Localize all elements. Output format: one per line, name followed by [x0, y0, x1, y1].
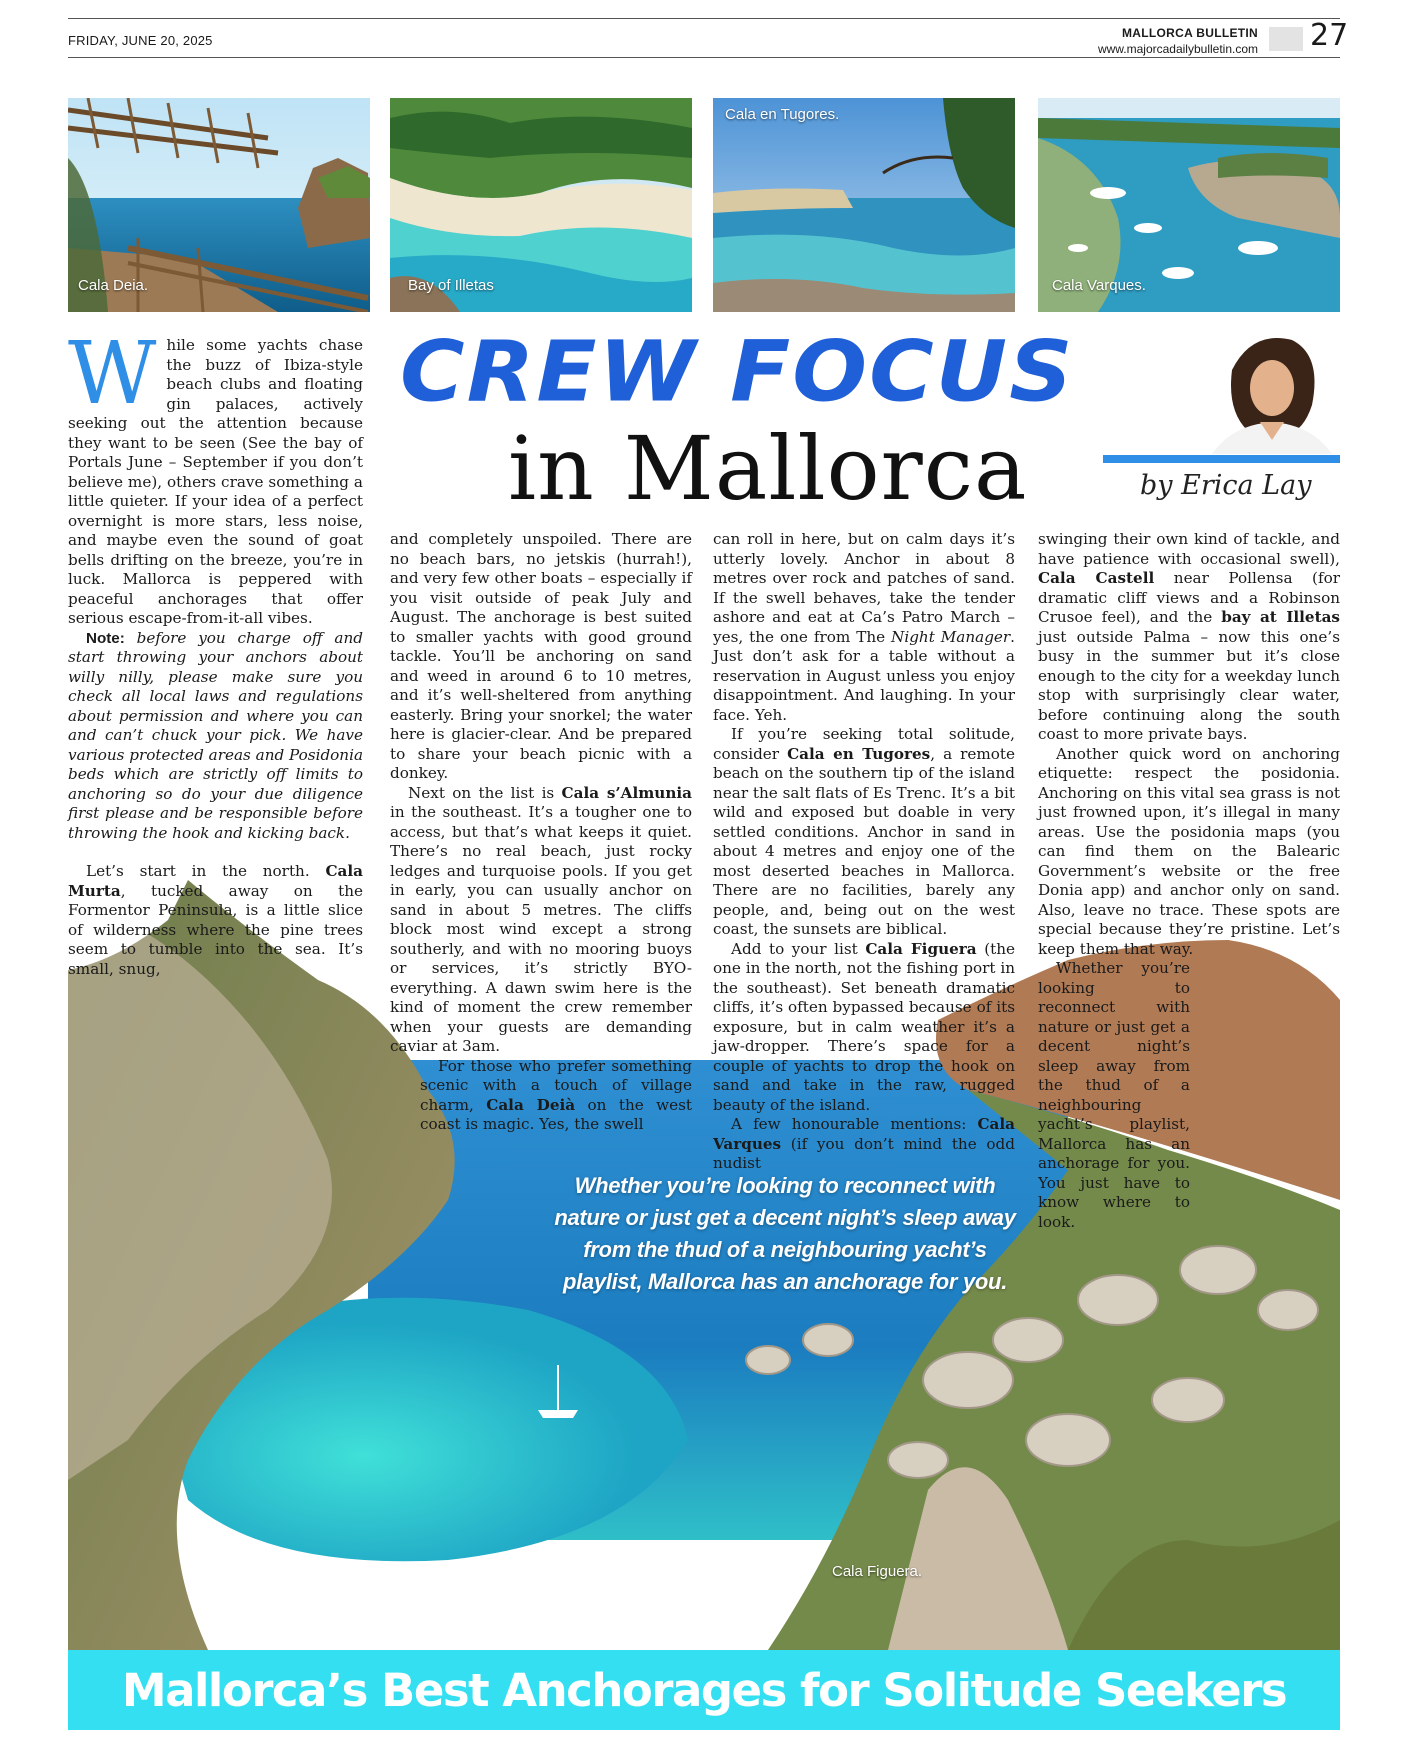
title-night-manager: Night Manager: [891, 627, 1011, 646]
text-span: , a remote beach on the southern tip of the island near the salt flats of Es Trenc. It’s a bit wild and exposed but doable in very settled conditions. Anchor in sand in about 4 metres and enjoy one of the most deserted beaches in Mallorca. There are no facilities, barely any people, and, being out on the west coast, the sunsets are biblical.: [713, 744, 1016, 938]
paragraph-cala-murta-cont: and completely unspoiled. There are no beach bars, no jetskis (hurrah!), and very few other boats – especially if you visit outside of peak July and August. The anchorage is best suited to smaller yachts with good ground tackle. You’ll be anchoring on sand and weed in around 6 to 10 metres, and it’s well-sheltered from anything easterly. Bring your snorkel; the water here is glacier-clear. And be prepared to share your beach picnic with a donkey.: [390, 530, 692, 782]
photo-cala-varques: [1038, 98, 1340, 312]
place-name-cala-varques: Cala Varques: [713, 1115, 1016, 1153]
text-span: on the west coast is magic. Yes, the swell: [420, 1095, 692, 1133]
photo-caption: Bay of Illetas: [408, 277, 494, 294]
paragraph-conclusion: Whether you’re looking to reconnect with nature or just get a decent night’s sleep away from the thud of a neighbouring yacht’s playlist, Mallorca has an anchorage for you. You just have to know where to look.: [1038, 959, 1190, 1231]
text-span: Add to your list: [731, 939, 858, 958]
text-span: (if you don’t mind the odd nudist: [713, 1134, 1015, 1172]
author-portrait-image: [1192, 330, 1340, 454]
paragraph-mentions-cont: [1038, 530, 1340, 745]
paragraph-cala-salmunia: [390, 784, 692, 1057]
text-span: in the southeast. It’s a tougher one to access, but that’s what keeps it quiet. There’s no real beach, just rocky ledges and turquoise pools. If you get in early, you can usually anchor on sand in about 5 metres. The cliffs block most wind except a strong southerly, and with no mooring buoys or services, it’s strictly BYO-everything. A dawn swim here is the kind of moment the crew remember when your guests are demanding caviar at 3am.: [390, 803, 692, 1055]
article-column-2: [390, 530, 692, 1135]
text-span: , tucked away on the Formentor Peninsula, is a little slice of wilderness where the pine trees seem to tumble into the sea. It’s small, snug,: [68, 881, 363, 978]
paragraph-cala-murta: [68, 862, 363, 979]
text-span: Let’s start in the north.: [86, 862, 310, 880]
drop-cap: W: [68, 324, 157, 424]
header-grey-box: [1269, 27, 1303, 51]
photo-caption-cala-figuera: Cala Figuera.: [832, 1563, 923, 1580]
pull-quote: Whether you’re looking to reconnect with nature or just get a decent night’s sleep away from the thud of a neighbouring yacht’s playlist, Mallorca has an anchorage for you.: [554, 1173, 1016, 1294]
photo-caption: Cala Deia.: [78, 277, 149, 294]
photo-tugores-image: [713, 98, 1015, 312]
place-name-cala-en-tugores: Cala en Tugores: [787, 744, 931, 763]
paragraph-cala-deia: [390, 1057, 692, 1135]
place-name-cala-deia: Cala Deià: [486, 1095, 576, 1114]
page-number: 27: [1310, 18, 1349, 53]
article-column-3: [713, 530, 1015, 1174]
note-paragraph: [68, 629, 363, 844]
issue-date: FRIDAY, JUNE 20, 2025: [68, 33, 213, 48]
text-span: (the one in the north, not the fishing port in the southeast). Set beneath dramatic cliffs, it’s often bypassed because of its exposure, but in calm weather it’s a jaw-dropper. There’s space for a couple of yachts to drop the hook on sand and take in the raw, rugged beauty of the island.: [713, 939, 1015, 1114]
text-span: Next on the list is: [408, 783, 555, 802]
headline-subtitle: in Mallorca: [508, 417, 1028, 520]
header-rule-bottom: [68, 57, 1340, 58]
paragraph-honourable-mentions: [713, 1115, 1015, 1174]
text-span: For those who prefer something scenic with a touch of village charm,: [420, 1056, 692, 1114]
article-column-4: [1038, 530, 1340, 1232]
place-name-cala-figuera: Cala Figuera: [865, 939, 977, 958]
article-intro: [68, 324, 363, 629]
publication-block: [1098, 26, 1258, 56]
intro-text: hile some yachts chase the buzz of Ibiza-style beach clubs and floating gin palaces, actively seeking out the attention because they want to be seen (See the bay of Portals June – September if you don’t believe me), others crave something a little quieter. If your idea of a perfect overnight is more stars, less noise, and maybe even the sound of goat bells drifting on the breeze, you’re in luck. Mallorca is peppered with peaceful anchorages that offer serious escape-from-it-all vibes.: [68, 336, 363, 627]
headline-title: CREW FOCUS: [400, 322, 1075, 421]
bottom-banner: [68, 1650, 1340, 1730]
banner-headline: Mallorca’s Best Anchorages for Solitude Seekers: [121, 1663, 1287, 1717]
paragraph-cala-en-tugores: [713, 725, 1015, 940]
place-name-cala-murta: Cala Murta: [68, 862, 364, 900]
paragraph-cala-figuera: [713, 940, 1015, 1116]
paragraph-cala-deia-cont: [713, 530, 1015, 725]
publication-name: MALLORCA BULLETIN: [1122, 26, 1258, 40]
article-column-1: [68, 324, 364, 979]
photo-caption: Cala Varques.: [1052, 277, 1146, 294]
text-span: If you’re seeking total solitude, consider: [713, 725, 1015, 763]
publication-website: www.majorcadailybulletin.com: [1097, 42, 1258, 56]
note-label: Note:: [86, 629, 125, 647]
author-portrait: [1192, 330, 1340, 454]
place-name-bay-at-illetas: bay at Illetas: [1221, 608, 1340, 626]
photo-bay-of-illetas: [390, 98, 692, 312]
place-name-cala-castell: Cala Castell: [1038, 569, 1155, 587]
photo-cala-deia: [68, 98, 370, 312]
byline-accent-bar: [1103, 455, 1340, 463]
note-text: before you charge off and start throwing your anchors about willy nilly, please make sure you check all local laws and regulations about permission and where you can and can’t chuck your pick. We have various protected areas and Posidonia beds which are strictly off limits to anchoring so do your due diligence first please and be responsible before throwing the hook and kicking back.: [68, 628, 363, 842]
text-span: A few honourable mentions:: [731, 1115, 967, 1133]
paragraph-etiquette: Another quick word on anchoring etiquette: respect the posidonia. Anchoring on this vital sea grass is not just frowned upon, it’s illegal in many areas. Use the posidonia maps (you can find them on the Balearic Government’s website or the free Donia app) and anchor only on sand. Also, leave no trace. These spots are special because they’re pristine. Let’s keep them that way.: [1038, 744, 1340, 958]
text-span: can roll in here, but on calm days it’s utterly lovely. Anchor in about 8 metres over rock and patches of sand. If the swell behaves, take the tender ashore and eat at Ca’s Patro March – yes, the one from The: [713, 530, 1015, 646]
header-rule-top: [68, 18, 1340, 19]
place-name-cala-salmunia: Cala s’Almunia: [561, 783, 693, 802]
author-byline: by Erica Lay: [1140, 470, 1312, 501]
text-span: swinging their own kind of tackle, and have patience with occasional swell),: [1038, 530, 1340, 568]
text-span: near Pollensa (for dramatic cliff views and a Robinson Crusoe feel), and the: [1038, 569, 1340, 626]
text-span: . Just don’t ask for a table without a reservation in August unless you enjoy disappointment. And laughing. In your face. Yeh.: [713, 627, 1015, 724]
text-span: just outside Palma – now this one’s busy in the summer but it’s close enough to the city for a weekday lunch stop with surprisingly clear water, before continuing along the south coast to more private bays.: [1038, 627, 1340, 743]
photo-cala-en-tugores: [713, 98, 1015, 312]
photo-caption: Cala en Tugores.: [725, 106, 840, 123]
